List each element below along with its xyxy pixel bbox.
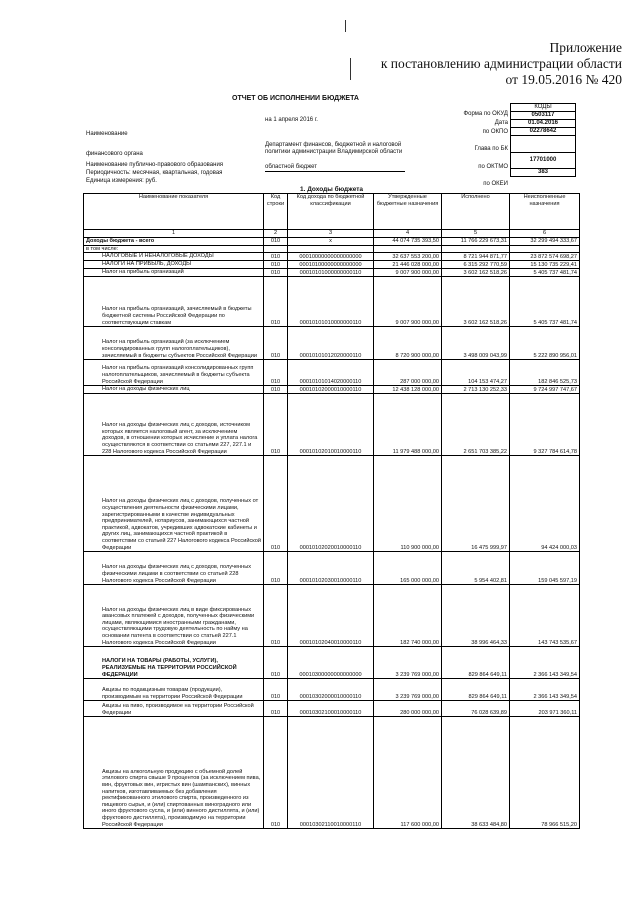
- approved-amount: 3 239 769 000,00: [374, 647, 442, 679]
- unexecuted-amount: 32 299 494 333,67: [510, 237, 580, 245]
- indicator-name: Налог на доходы физических лиц с доходов, источником которых является налоговый агент, за исключением доходов, в отношении которых исчисление и уплата налога осуществляются в соответствии со статьями 227, 227.1 и 228 Налогового кодекса Российской Федерации: [84, 394, 264, 456]
- row-code: 010: [264, 327, 288, 360]
- classification-code: 00010102020010000110: [288, 456, 374, 552]
- indicator-name: Налог на прибыль организаций (за исключением консолидированных групп налогоплательщиков), зачисляемый в бюджеты субъектов Российской Федерации: [84, 327, 264, 360]
- indicator-name: в том числе:: [84, 245, 264, 253]
- executed-amount: 3 602 162 518,26: [442, 277, 510, 327]
- codes-header: КОДЫ: [511, 104, 576, 112]
- approved-amount: 3 239 769 000,00: [374, 679, 442, 701]
- indicator-name: Налог на доходы физических лиц в виде фиксированных авансовых платежей с доходов, полученных физическими лицами, являющимися иностранными гражданами, осуществляющими трудовую деятельность по найму на основании патента в соответствии со статьей 227.1 Налогового кодекса Российской Федерации: [84, 585, 264, 647]
- appendix-line-1: Приложение: [549, 40, 622, 55]
- scan-mark: [345, 20, 346, 32]
- row-code: [264, 245, 288, 253]
- executed-amount: 76 028 639,89: [442, 701, 510, 717]
- unexecuted-amount: 9 724 997 747,67: [510, 386, 580, 394]
- row-code: 010: [264, 585, 288, 647]
- approved-amount: 11 979 488 000,00: [374, 394, 442, 456]
- approved-amount: 32 637 553 200,00: [374, 253, 442, 261]
- classification-code: x: [288, 237, 374, 245]
- table-row: [84, 269, 580, 277]
- executed-amount: 8 721 944 871,77: [442, 253, 510, 261]
- fin-organ-label: финансового органа: [86, 151, 143, 157]
- executed-amount: 11 766 229 673,31: [442, 237, 510, 245]
- executed-amount: 16 475 999,97: [442, 456, 510, 552]
- indicator-name: Акцизы по подакцизным товарам (продукции), производимым на территории Российской Федерации: [84, 679, 264, 701]
- table-row: [84, 245, 580, 253]
- approved-amount: 287 000 000,00: [374, 360, 442, 386]
- col-number: 5: [442, 230, 510, 238]
- table-row: [84, 717, 580, 829]
- executed-amount: 38 996 464,33: [442, 585, 510, 647]
- executed-amount: 2 651 703 385,22: [442, 394, 510, 456]
- unexecuted-amount: 203 971 360,11: [510, 701, 580, 717]
- approved-amount: 182 740 000,00: [374, 585, 442, 647]
- approved-amount: 117 600 000,00: [374, 717, 442, 829]
- col-header-unexecuted: Неисполненные назначения: [510, 194, 580, 230]
- indicator-name: Налог на доходы физических лиц с доходов, полученных от осуществления деятельности физическими лицами, зарегистрированными в качестве индивидуальных предпринимателей, нотариусов, занимающихся частной практикой, адвокатов, учредивших адвокатские кабинеты и других лиц, занимающихся частной практикой в соответствии со статьей 227 Налогового кодекса Российской Федерации: [84, 456, 264, 552]
- col-header-executed: Исполнено: [442, 194, 510, 230]
- unexecuted-amount: [510, 245, 580, 253]
- classification-code: 00010300000000000000: [288, 647, 374, 679]
- unexecuted-amount: 5 222 890 956,01: [510, 327, 580, 360]
- row-code: 010: [264, 552, 288, 585]
- table-row: [84, 237, 580, 245]
- executed-amount: [442, 245, 510, 253]
- approved-amount: 9 007 900 000,00: [374, 277, 442, 327]
- classification-code: 00010100000000000000: [288, 261, 374, 269]
- unexecuted-amount: 94 424 000,03: [510, 456, 580, 552]
- indicator-name: Налог на прибыль организаций консолидированных групп налогоплательщиков, зачисляемый в бюджеты субъекта Российской Федерации: [84, 360, 264, 386]
- classification-code: 00010302100010000110: [288, 701, 374, 717]
- unit: Единица измерения: руб.: [86, 178, 157, 184]
- approved-amount: 280 000 000,00: [374, 701, 442, 717]
- appendix-header: [340, 40, 622, 88]
- row-code: 010: [264, 701, 288, 717]
- approved-amount: 12 438 128 000,00: [374, 386, 442, 394]
- okud-value: 0503117: [511, 112, 576, 120]
- row-code: 010: [264, 386, 288, 394]
- date-label: Дата: [494, 120, 508, 126]
- unexecuted-amount: 143 743 535,67: [510, 585, 580, 647]
- indicator-name: Налог на доходы физических лиц с доходов, полученных физическими лицами в соответствии со статьей 228 Налогового кодекса Российской Федерации: [84, 552, 264, 585]
- okpo-label: по ОКПО: [482, 129, 508, 135]
- classification-code: 00010101014020000110: [288, 360, 374, 386]
- naimenovanie-label: Наименование: [86, 131, 128, 137]
- report-date: на 1 апреля 2016 г.: [265, 117, 318, 123]
- unexecuted-amount: 15 130 735 229,41: [510, 261, 580, 269]
- table-row: [84, 253, 580, 261]
- executed-amount: 3 602 162 518,26: [442, 269, 510, 277]
- approved-amount: [374, 245, 442, 253]
- oktmo-value: 17701000: [511, 153, 576, 169]
- table-row: [84, 360, 580, 386]
- indicator-name: НАЛОГОВЫЕ И НЕНАЛОГОВЫЕ ДОХОДЫ: [84, 253, 264, 261]
- approved-amount: 21 446 028 000,00: [374, 261, 442, 269]
- indicator-name: Налог на доходы физических лиц: [84, 386, 264, 394]
- row-code: 010: [264, 456, 288, 552]
- date-value: 01.04.2016: [511, 120, 576, 128]
- row-code: 010: [264, 360, 288, 386]
- table-row: [84, 456, 580, 552]
- ppo-label: Наименование публично-правового образования: [86, 162, 224, 168]
- row-code: 010: [264, 394, 288, 456]
- approved-amount: 8 720 900 000,00: [374, 327, 442, 360]
- table-row: [84, 386, 580, 394]
- table-row: [84, 585, 580, 647]
- col-number: 4: [374, 230, 442, 238]
- row-code: 010: [264, 277, 288, 327]
- col-header-name: Наименование показателя: [84, 194, 264, 230]
- bk-label: Глава по БК: [474, 146, 508, 152]
- classification-code: 00010102010010000110: [288, 394, 374, 456]
- col-header-code: Код строки: [264, 194, 288, 230]
- ppo-value: областной бюджет: [265, 164, 405, 172]
- appendix-line-3: от 19.05.2016 № 420: [505, 72, 622, 87]
- table-row: [84, 552, 580, 585]
- col-header-approved: Утвержденные бюджетные назначения: [374, 194, 442, 230]
- col-number: 2: [264, 230, 288, 238]
- classification-code: 00010302000010000110: [288, 679, 374, 701]
- indicator-name: Налог на прибыль организаций: [84, 269, 264, 277]
- classification-code: [288, 245, 374, 253]
- executed-amount: 6 315 292 770,59: [442, 261, 510, 269]
- approved-amount: 9 007 900 000,00: [374, 269, 442, 277]
- unexecuted-amount: 2 366 143 349,54: [510, 647, 580, 679]
- okei-value: 383: [511, 169, 576, 177]
- executed-amount: 5 954 402,81: [442, 552, 510, 585]
- approved-amount: 165 000 000,00: [374, 552, 442, 585]
- indicator-name: НАЛОГИ НА ТОВАРЫ (РАБОТЫ, УСЛУГИ), РЕАЛИЗУЕМЫЕ НА ТЕРРИТОРИИ РОССИЙСКОЙ ФЕДЕРАЦИИ: [84, 647, 264, 679]
- section-title: 1. Доходы бюджета: [300, 186, 364, 193]
- executed-amount: 2 713 130 252,33: [442, 386, 510, 394]
- executed-amount: 104 153 474,27: [442, 360, 510, 386]
- classification-code: 00010101012020000110: [288, 327, 374, 360]
- table-row: [84, 277, 580, 327]
- col-number: 1: [84, 230, 264, 238]
- unexecuted-amount: 2 366 143 349,54: [510, 679, 580, 701]
- classification-code: 00010102040010000110: [288, 585, 374, 647]
- col-number: 3: [288, 230, 374, 238]
- oktmo-label: по ОКТМО: [478, 164, 508, 170]
- indicator-name: НАЛОГИ НА ПРИБЫЛЬ, ДОХОДЫ: [84, 261, 264, 269]
- okei-label: по ОКЕИ: [483, 181, 508, 187]
- table-row: [84, 701, 580, 717]
- indicator-name: Налог на прибыль организаций, зачисляемый в бюджеты бюджетной системы Российской Федерации по соответствующим ставкам: [84, 277, 264, 327]
- row-code: 010: [264, 261, 288, 269]
- unexecuted-amount: 5 405 737 481,74: [510, 269, 580, 277]
- okud-label: Форма по ОКУД: [463, 111, 508, 117]
- executed-amount: 38 633 484,80: [442, 717, 510, 829]
- table-row: [84, 394, 580, 456]
- classification-code: 00010101010000000110: [288, 277, 374, 327]
- table-row: [84, 679, 580, 701]
- row-code: 010: [264, 679, 288, 701]
- classification-code: 00010102030010000110: [288, 552, 374, 585]
- row-code: 010: [264, 717, 288, 829]
- executed-amount: 3 498 009 043,99: [442, 327, 510, 360]
- approved-amount: 110 900 000,00: [374, 456, 442, 552]
- indicator-name: Акцизы на алкогольную продукцию с объемной долей этилового спирта свыше 9 процентов (за исключением пива, вин, фруктовых вин, игристых вин (шампанских), винных напитков, изготавливаемых без добавления ректификованного этилового спирта, произведенного из пищевого сырья, и (или) спиртованных виноградного или иного фруктового сусла, и (или) винного дистиллята, и (или) фруктового дистиллята), производимую на территории Российской Федерации: [84, 717, 264, 829]
- row-code: 010: [264, 647, 288, 679]
- okpo-value: 02278642: [511, 128, 576, 136]
- classification-code: 00010102000010000110: [288, 386, 374, 394]
- report-title: ОТЧЕТ ОБ ИСПОЛНЕНИИ БЮДЖЕТА: [232, 95, 359, 102]
- fin-organ-value: Департамент финансов, бюджетной и налоговой политики администрации Владимирской области: [265, 142, 403, 155]
- executed-amount: 829 864 649,11: [442, 679, 510, 701]
- bk-value: [511, 136, 576, 153]
- classification-code: 00010302110010000110: [288, 717, 374, 829]
- unexecuted-amount: 5 405 737 481,74: [510, 277, 580, 327]
- unexecuted-amount: 182 846 525,73: [510, 360, 580, 386]
- approved-amount: 44 074 735 393,50: [374, 237, 442, 245]
- unexecuted-amount: 23 872 574 698,27: [510, 253, 580, 261]
- indicator-name: Доходы бюджета - всего: [84, 237, 264, 245]
- indicator-name: Акцизы на пиво, производимое на территории Российской Федерации: [84, 701, 264, 717]
- periodicity: Периодичность: месячная, квартальная, годовая: [86, 170, 223, 176]
- col-number: 6: [510, 230, 580, 238]
- executed-amount: 829 864 649,11: [442, 647, 510, 679]
- table-row: [84, 647, 580, 679]
- appendix-line-2: к постановлению администрации области: [380, 56, 622, 71]
- col-header-classification: Код дохода по бюджетной классификации: [288, 194, 374, 230]
- row-code: 010: [264, 253, 288, 261]
- unexecuted-amount: 78 966 515,20: [510, 717, 580, 829]
- classification-code: 00010000000000000000: [288, 253, 374, 261]
- table-row: [84, 261, 580, 269]
- income-table: [83, 193, 580, 829]
- row-code: 010: [264, 237, 288, 245]
- table-row: [84, 327, 580, 360]
- unexecuted-amount: 159 045 597,19: [510, 552, 580, 585]
- classification-code: 00010101000000000110: [288, 269, 374, 277]
- unexecuted-amount: 9 327 784 614,78: [510, 394, 580, 456]
- row-code: 010: [264, 269, 288, 277]
- codes-table: [510, 103, 576, 177]
